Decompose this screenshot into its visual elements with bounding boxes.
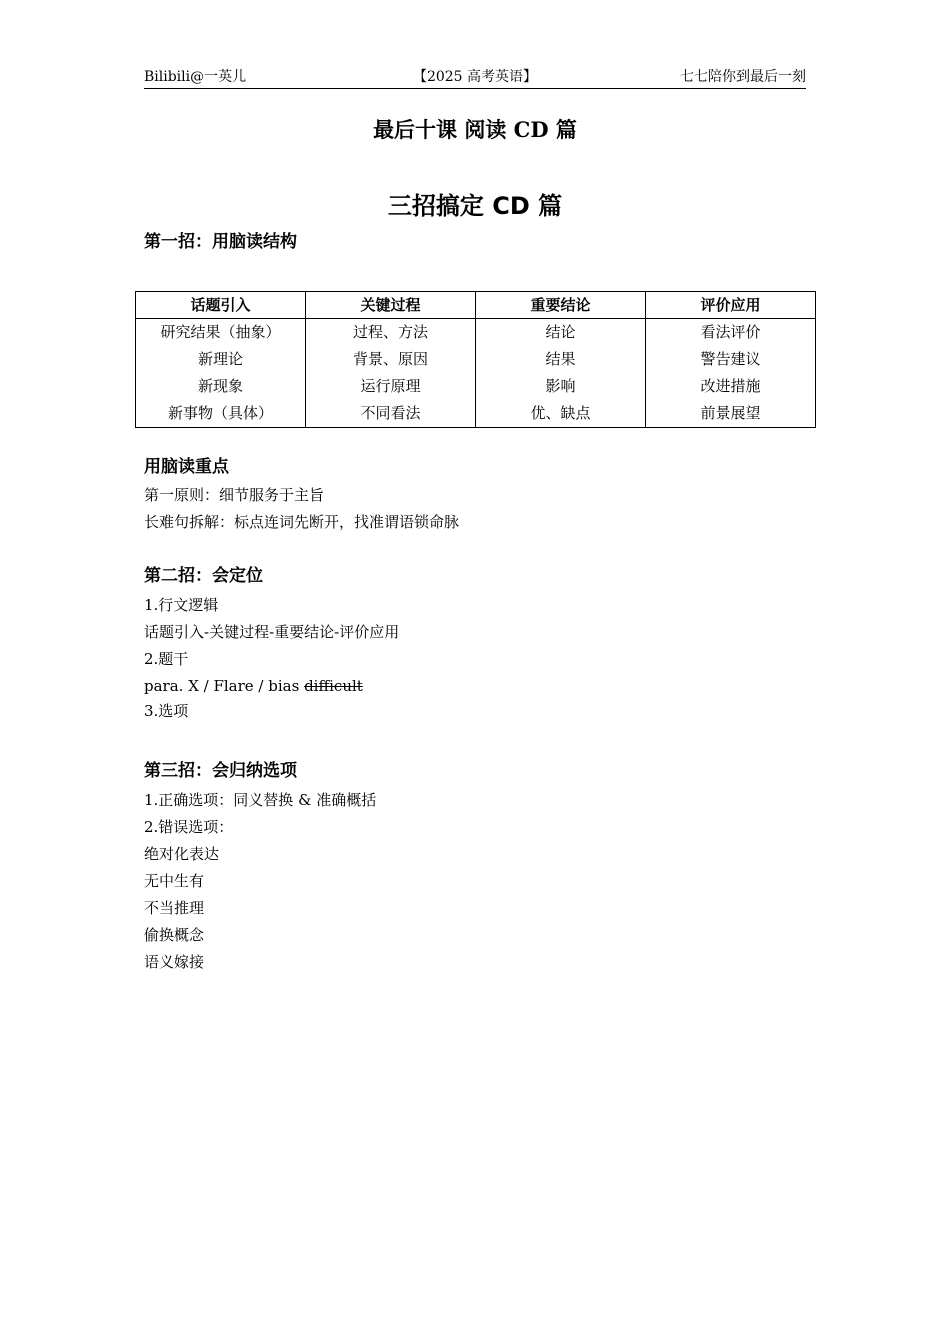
page-subtitle: 三招搞定 CD 篇 [387,192,563,220]
table-cell: 看法评价 [646,319,816,347]
section1-subheading: 用脑读重点 [144,457,229,477]
section3-heading: 第三招：会归纳选项 [144,761,297,781]
table-header-cell: 话题引入 [136,292,306,319]
text-line: 偷换概念 [144,926,205,944]
text-line: 2.错误选项： [144,818,234,836]
table-cell: 结果 [476,346,646,373]
para-line [144,675,363,697]
para-text: para. X / Flare / bias [144,677,300,695]
table-header-row [136,292,816,319]
page-title: 最后十课 阅读 CD 篇 [373,117,577,142]
text-line: 话题引入-关键过程-重要结论-评价应用 [144,623,400,641]
text-line: 3.选项 [144,702,189,720]
table-cell: 新现象 [136,373,306,400]
table-cell: 新理论 [136,346,306,373]
table-row [136,319,816,347]
table-cell: 影响 [476,373,646,400]
section2-heading: 第二招：会定位 [144,566,263,586]
table-cell: 背景、原因 [306,346,476,373]
table-cell: 警告建议 [646,346,816,373]
header-center: 【2025 高考英语】 [412,69,538,85]
text-line: 不当推理 [144,899,205,917]
table-cell: 优、缺点 [476,400,646,428]
table-cell: 结论 [476,319,646,347]
text-line: 1.行文逻辑 [144,596,219,614]
table-cell: 过程、方法 [306,319,476,347]
page-header [144,68,806,89]
text-line: 语义嫁接 [144,953,205,971]
table-header-cell: 评价应用 [646,292,816,319]
table-cell: 新事物（具体） [136,400,306,428]
table-cell: 不同看法 [306,400,476,428]
structure-table [135,291,816,428]
struck-word: difficult [304,677,363,695]
text-line: 1.正确选项：同义替换 & 准确概括 [144,791,377,809]
table-header-cell: 关键过程 [306,292,476,319]
table-row [136,400,816,428]
header-right: 七七陪你到最后一刻 [680,69,806,85]
table-cell: 研究结果（抽象） [136,319,306,347]
table-row [136,373,816,400]
text-line: 长难句拆解：标点连词先断开，找准谓语锁命脉 [144,513,460,531]
text-line: 无中生有 [144,872,205,890]
table-header-cell: 重要结论 [476,292,646,319]
section1-heading: 第一招：用脑读结构 [144,232,297,252]
table-row [136,346,816,373]
table-cell: 改进措施 [646,373,816,400]
header-left: Bilibili@一英儿 [144,69,247,85]
text-line: 第一原则：细节服务于主旨 [144,486,325,504]
table-cell: 运行原理 [306,373,476,400]
table-cell: 前景展望 [646,400,816,428]
text-line: 2.题干 [144,650,189,668]
text-line: 绝对化表达 [144,845,220,863]
